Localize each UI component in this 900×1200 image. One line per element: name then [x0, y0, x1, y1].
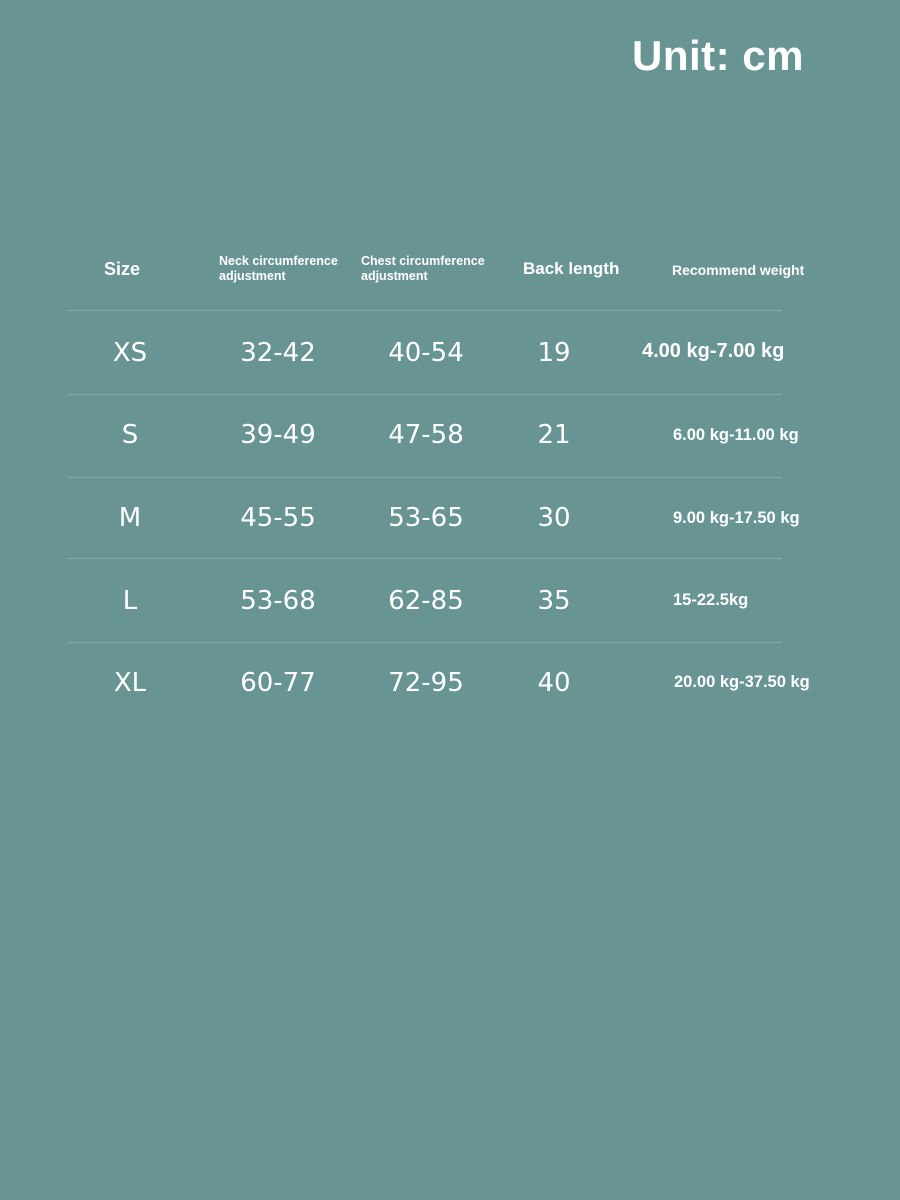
cell-size: S	[121, 420, 139, 450]
cell-back-length: 40	[537, 668, 571, 698]
header-size: Size	[104, 259, 141, 279]
cell-chest: 40-54	[388, 338, 464, 368]
row-divider	[68, 477, 782, 478]
cell-neck: 32-42	[240, 338, 316, 368]
cell-size: XL	[113, 668, 147, 698]
header-chest-line2: adjustment	[361, 269, 428, 283]
row-divider	[68, 394, 782, 395]
cell-size: L	[122, 586, 138, 616]
cell-neck: 39-49	[240, 420, 316, 450]
header-recommend-weight: Recommend weight	[672, 262, 805, 278]
cell-size: M	[118, 503, 142, 533]
header-neck-line1: Neck circumference	[219, 254, 338, 268]
cell-back-length: 21	[537, 420, 571, 450]
header-neck-line2: adjustment	[219, 269, 286, 283]
cell-weight: 4.00 kg-7.00 kg	[642, 340, 785, 362]
cell-chest: 47-58	[388, 420, 464, 450]
cell-back-length: 19	[537, 338, 571, 368]
header-chest	[361, 254, 485, 284]
cell-size: XS	[112, 338, 148, 368]
cell-weight: 6.00 kg-11.00 kg	[673, 426, 799, 444]
header-back-length: Back length	[523, 259, 620, 278]
cell-neck: 60-77	[240, 668, 316, 698]
cell-weight: 9.00 kg-17.50 kg	[673, 509, 800, 527]
cell-chest: 72-95	[388, 668, 464, 698]
row-divider	[68, 642, 782, 643]
cell-back-length: 35	[537, 586, 571, 616]
cell-weight: 15-22.5kg	[673, 591, 749, 609]
cell-back-length: 30	[537, 503, 571, 533]
row-divider	[68, 310, 782, 311]
cell-weight: 20.00 kg-37.50 kg	[674, 673, 810, 691]
cell-neck: 45-55	[240, 503, 316, 533]
header-chest-line1: Chest circumference	[361, 254, 485, 268]
cell-chest: 53-65	[388, 503, 464, 533]
header-neck	[219, 254, 338, 284]
unit-title: Unit: cm	[632, 32, 804, 79]
row-divider	[68, 558, 782, 559]
cell-neck: 53-68	[240, 586, 316, 616]
cell-chest: 62-85	[388, 586, 464, 616]
